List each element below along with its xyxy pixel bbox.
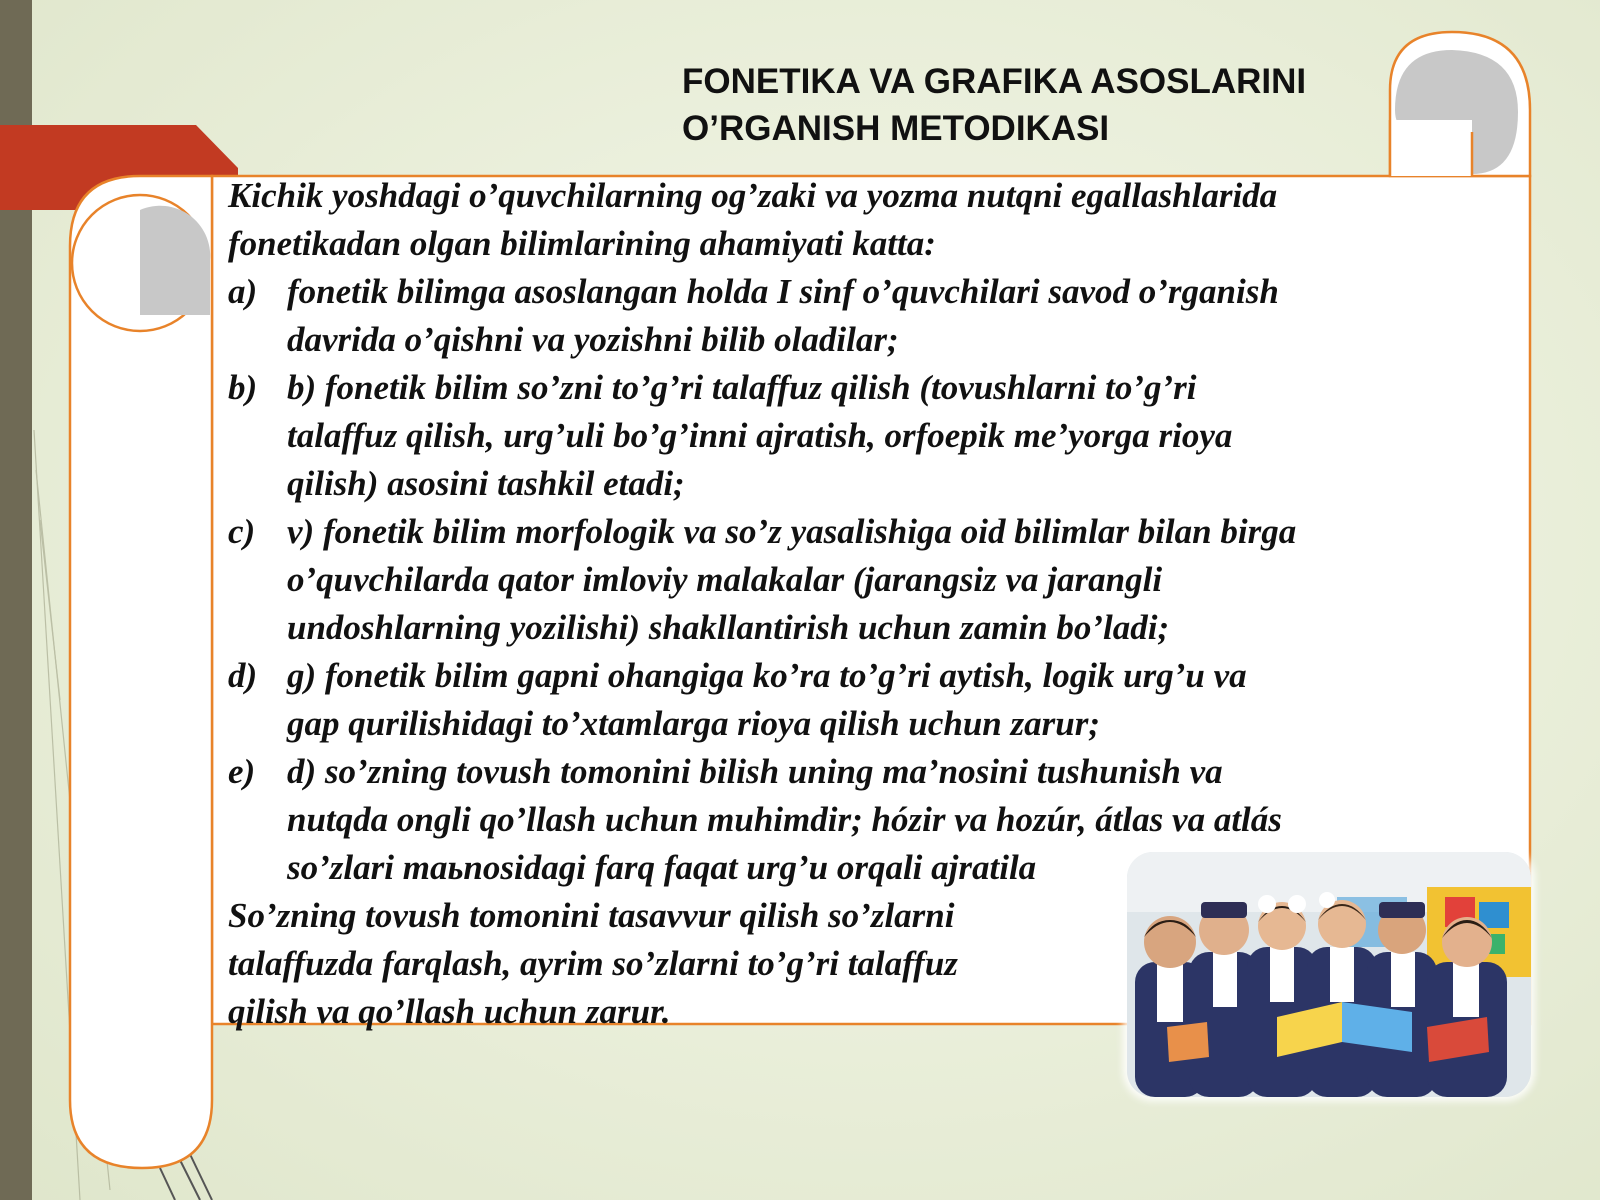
list-item-text: so’zlari maьnosidagi farq faqat urg’u orqali ajratila xyxy=(287,848,1037,887)
title-line-2: O’RGANISH METODIKASI xyxy=(682,109,1110,148)
list-item-text: g) fonetik bilim gapni ohangiga ko’ra to’g’ri aytish, logik urg’u va xyxy=(287,656,1247,695)
list-marker: c) xyxy=(228,512,256,551)
list-item-text: fonetik bilimga asoslangan holda I sinf o’quvchilari savod o’rganish xyxy=(287,272,1279,311)
list-item-text: o’quvchilarda qator imloviy malakalar (jarangsiz va jarangli xyxy=(287,560,1163,599)
scroll-left-curl xyxy=(72,195,210,331)
list-marker: a) xyxy=(228,272,258,311)
list-item xyxy=(228,268,1468,364)
slide-title xyxy=(682,58,1442,152)
list-item-text: gap qurilishidagi to’xtamlarga rioya qilish uchun zarur; xyxy=(287,704,1100,743)
children-reading-photo xyxy=(1127,852,1531,1097)
list-item xyxy=(228,364,1468,508)
list-item-text: qilish) asosini tashkil etadi; xyxy=(287,464,685,503)
list-item-text: nutqda ongli qo’llash uchun muhimdir; hózir va hozúr, átlas va atlás xyxy=(287,800,1282,839)
list-item-text: b) fonetik bilim so’zni to’g’ri talaffuz qilish (tovushlarni to’g’ri xyxy=(287,368,1197,407)
intro-line-2: fonetikadan olgan bilimlarining ahamiyati katta: xyxy=(228,224,936,263)
list-item-text: davrida o’qishni va yozishni bilib oladilar; xyxy=(287,320,899,359)
list-marker: d) xyxy=(228,656,258,695)
list-marker: e) xyxy=(228,752,256,791)
closing-line-1: So’zning tovush tomonini tasavvur qilish so’zlarni xyxy=(228,896,955,935)
list-item-text: talaffuz qilish, urg’uli bo’g’inni ajratish, orfoepik me’yorga rioya xyxy=(287,416,1233,455)
list-item-text: v) fonetik bilim morfologik va so’z yasalishiga oid bilimlar bilan birga xyxy=(287,512,1297,551)
list-item xyxy=(228,652,1468,748)
closing-line-3: qilish va qo’llash uchun zarur. xyxy=(228,992,671,1031)
closing-line-2: talaffuzda farqlash, ayrim so’zlarni to’g’ri talaffuz xyxy=(228,944,958,983)
photo-illustration xyxy=(1127,852,1531,1097)
list-marker: b) xyxy=(228,368,258,407)
list-item xyxy=(228,508,1468,652)
intro-line-1: Kichik yoshdagi o’quvchilarning og’zaki va yozma nutqni egallashlarida xyxy=(228,176,1278,215)
title-line-1: FONETIKA VA GRAFIKA ASOSLARINI xyxy=(682,62,1307,101)
list-item-text: undoshlarning yozilishi) shakllantirish uchun zamin bo’ladi; xyxy=(287,608,1170,647)
list-item-text: d) so’zning tovush tomonini bilish uning ma’nosini tushunish va xyxy=(287,752,1223,791)
